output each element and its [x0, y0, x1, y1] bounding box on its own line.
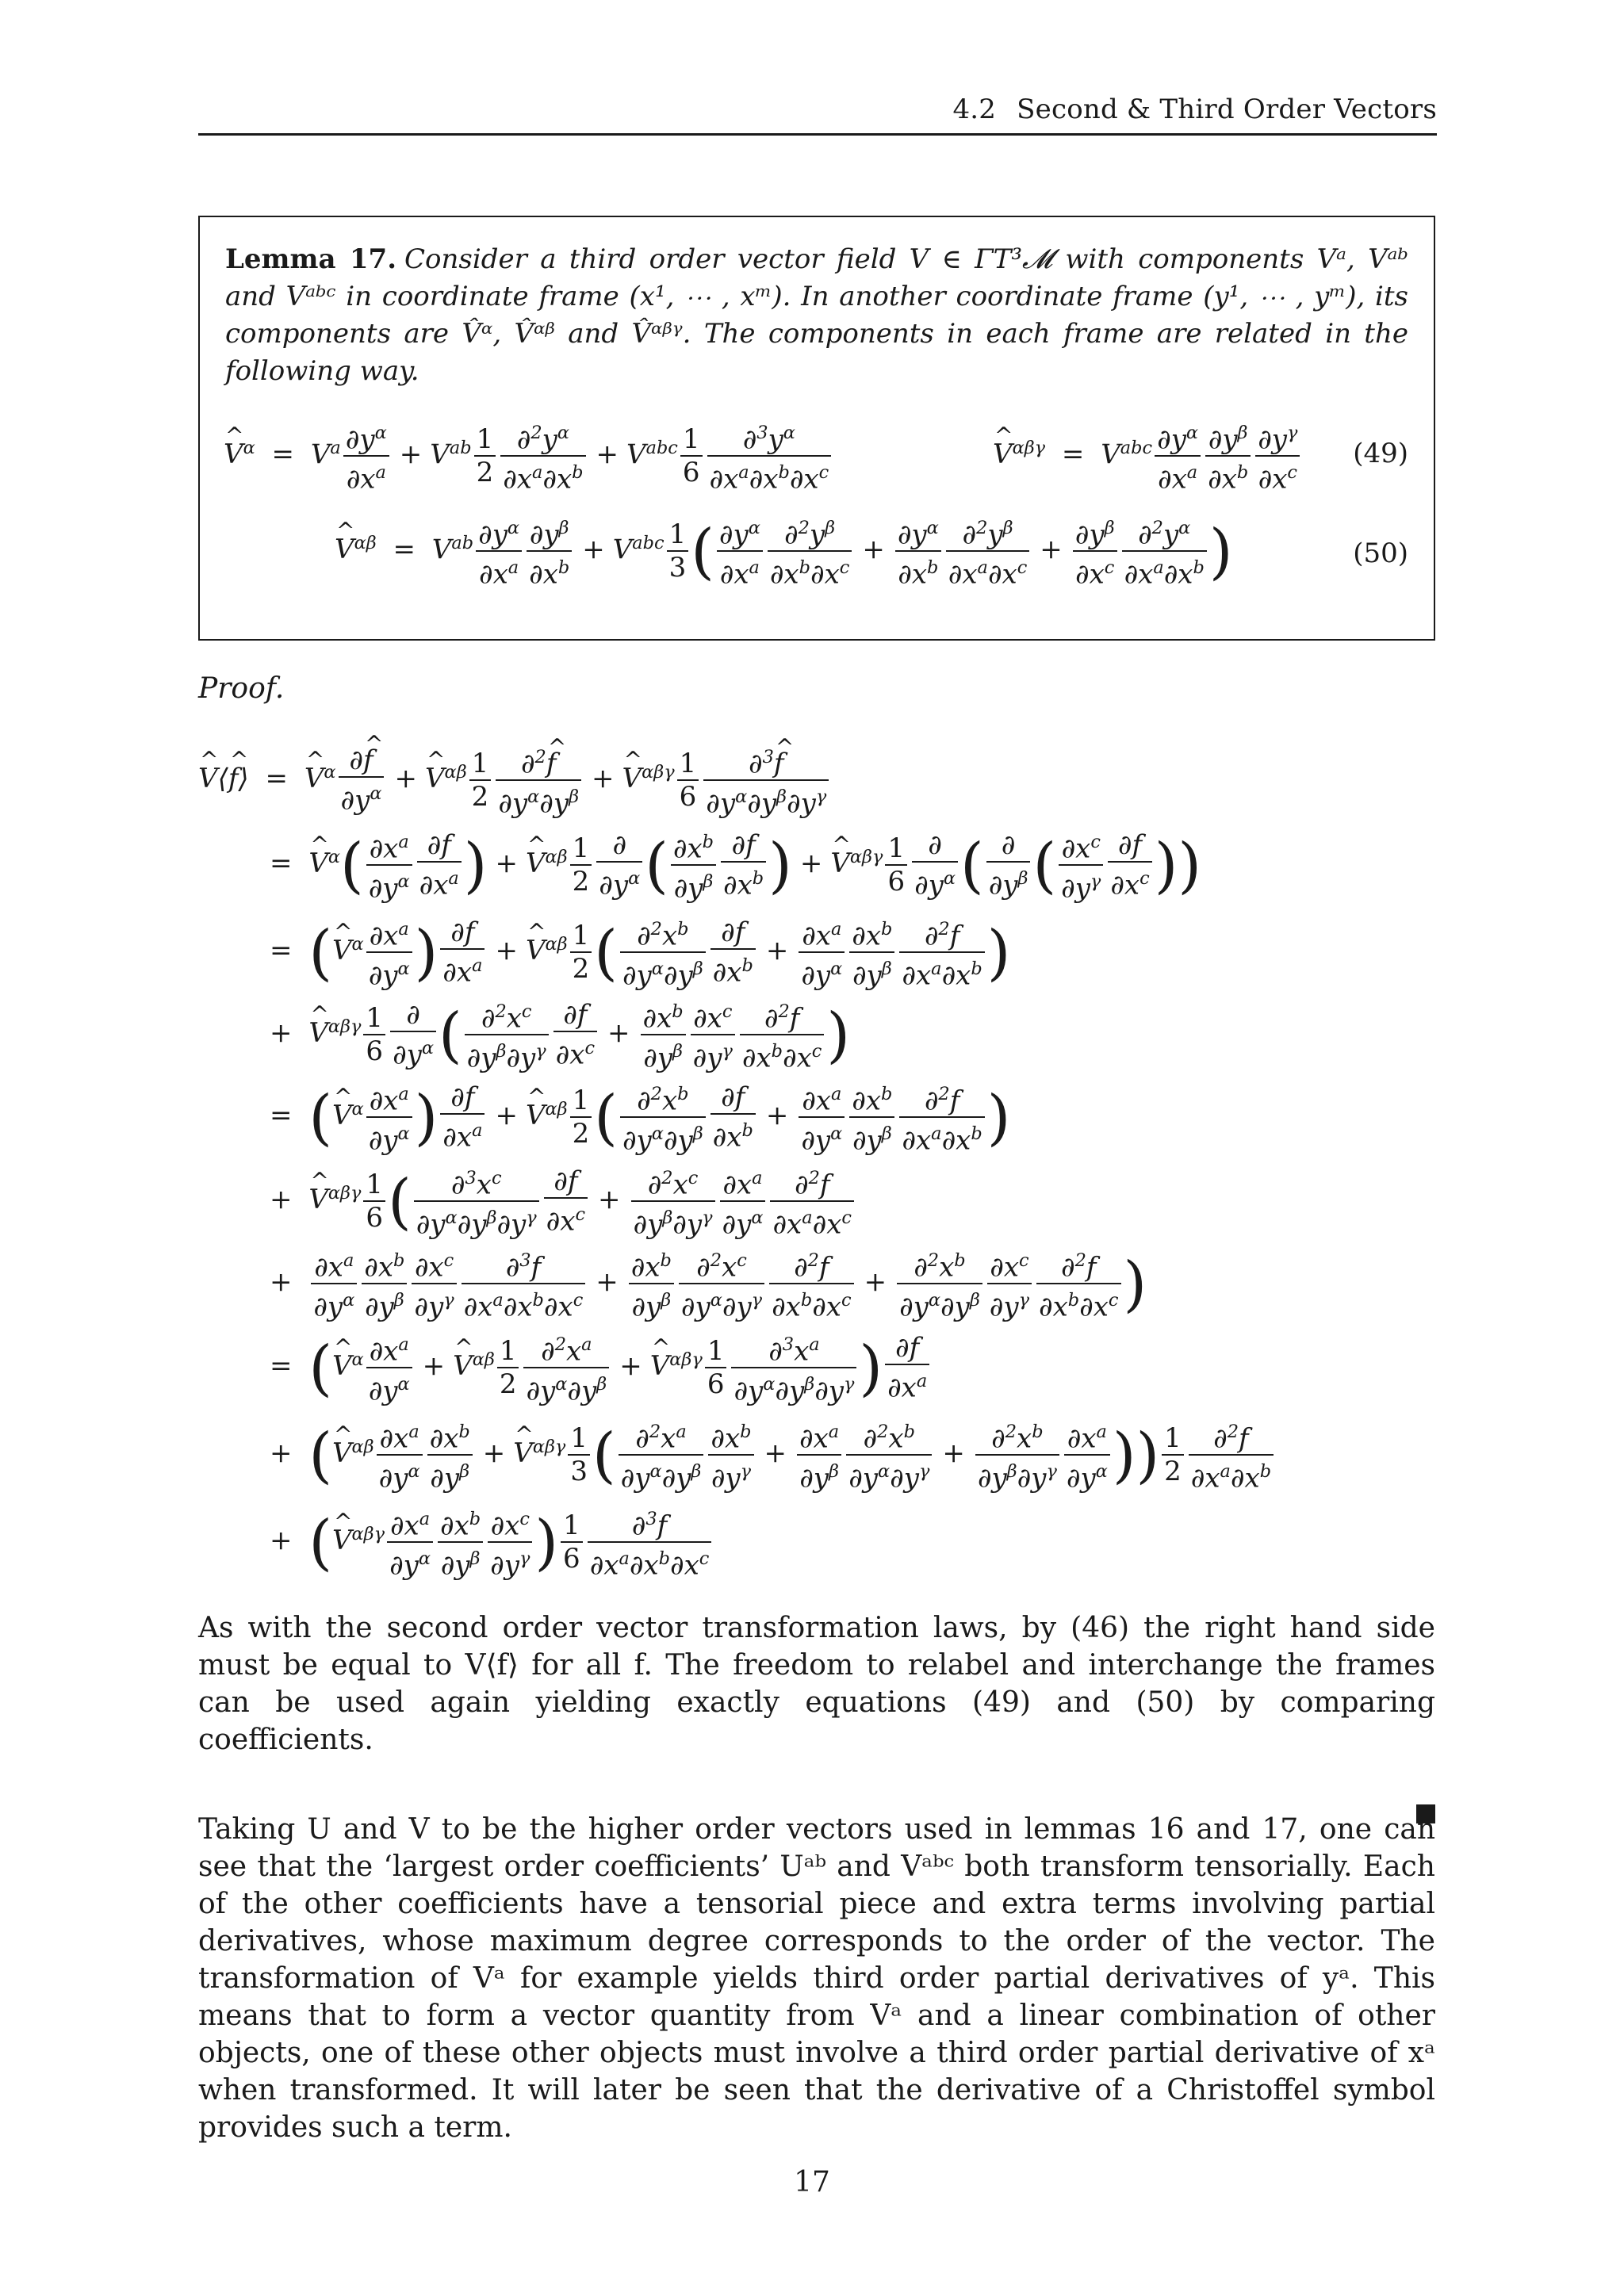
paragraph-after-proof: As with the second order vector transformation laws, by (46) the right hand side must be equal to V⟨f⟩ for all f. The freedom to relabel and interchange the frames can be used again yielding exactly equations (49) and (50) by comparing coefficients.	[198, 1612, 1435, 1756]
section-title: Second & Third Order Vectors	[1017, 94, 1437, 125]
header-rule	[198, 133, 1437, 136]
lemma-box	[198, 216, 1435, 641]
running-header	[952, 94, 1437, 125]
proof-line-2: = ^ $V^\alpha$( $\frac{\partial x^a}{\partial y^\alpha}$ $\frac{\partial f}{\partial x^a}$ ) +^ $V^{\alpha\beta}$ $\frac{1}{2}$ $\frac{\partial}{\partial y^\alpha}$ ( $\frac{\partial x^b}{\partial y^\beta}$ $\frac{\partial f}{\partial x^b}$ ) +^ $V^{\alpha\beta\gamma}$ $\frac{1}{6}$ $\frac{\partial}{\partial y^\alpha}$ ( $\frac{\partial}{\partial y^\beta}$ ( $\frac{\partial x^c}{\partial y^\gamma}$ $\frac{\partial f}{\partial x^c}$ ))	[262, 826, 1201, 905]
proof-line-5: = (^ $V^\alpha$ $\frac{\partial x^a}{\partial y^\alpha}$ ) $\frac{\partial f}{\partial x^a}$ +^ $V^{\alpha\beta}$ $\frac{1}{2}$ ( $\frac{\partial^2x^b}{\partial y^\alpha\partial y^\beta}$ $\frac{\partial f}{\partial x^b}$ + $\frac{\partial x^a}{\partial y^\alpha}$ $\frac{\partial x^b}{\partial y^\beta}$ $\frac{\partial^2f}{\partial x^a\partial x^b}$ )	[262, 1078, 1010, 1157]
equation-50: ^ $V^{\alpha\beta} = V^{ab}$ $\frac{\partial y^\alpha}{\partial x^a}$ $\frac{\partial y^\beta}{\partial x^b}$ + $V^{abc}$ $\frac{1}{3}$ ( $\frac{\partial y^\alpha}{\partial x^a}$ $\frac{\partial^2y^\beta}{\partial x^b\partial x^c}$ + $\frac{\partial y^\alpha}{\partial x^b}$ $\frac{\partial^2y^\beta}{\partial x^a\partial x^c}$ + $\frac{\partial y^\beta}{\partial x^c}$ $\frac{\partial^2y^\alpha}{\partial x^a\partial x^b}$ )	[335, 512, 1233, 591]
lemma-label: Lemma 17.	[225, 243, 397, 275]
page-number: 17	[794, 2166, 830, 2198]
proof-line-4: + ^ $V^{\alpha\beta\gamma}$ $\frac{1}{6}$ $\frac{\partial}{\partial y^\alpha}$ ( $\frac{\partial^2x^c}{\partial y^\beta\partial y^\gamma}$ $\frac{\partial f}{\partial x^c}$ + $\frac{\partial x^b}{\partial y^\beta}$ $\frac{\partial x^c}{\partial y^\gamma}$ $\frac{\partial^2f}{\partial x^b\partial x^c}$ )	[262, 996, 850, 1074]
equation-49-right: ^ $V^{\alpha\beta\gamma} = V^{abc}$ $\frac{\partial y^\alpha}{\partial x^a}$ $\frac{\partial y^\beta}{\partial x^b}$ $\frac{\partial y^\gamma}{\partial x^c}$	[993, 417, 1302, 496]
proof-line-7: + $\frac{\partial x^a}{\partial y^\alpha}$ $\frac{\partial x^b}{\partial y^\beta}$ $\frac{\partial x^c}{\partial y^\gamma}$ $\frac{\partial^3f}{\partial x^a\partial x^b\partial x^c}$ + $\frac{\partial x^b}{\partial y^\beta}$ $\frac{\partial^2x^c}{\partial y^\alpha\partial y^\gamma}$ $\frac{\partial^2f}{\partial x^b\partial x^c}$ + $\frac{\partial^2x^b}{\partial y^\alpha\partial y^\beta}$ $\frac{\partial x^c}{\partial y^\gamma}$ $\frac{\partial^2f}{\partial x^b\partial x^c}$ )	[270, 1248, 1147, 1323]
equation-49-number: (49)	[1353, 438, 1408, 469]
section-number: 4.2	[952, 94, 997, 125]
proof-line-10: + (^ $V^{\alpha\beta\gamma}$ $\frac{\partial x^a}{\partial y^\alpha}$ $\frac{\partial x^b}{\partial y^\beta}$ $\frac{\partial x^c}{\partial y^\gamma}$ ) $\frac{1}{6}$ $\frac{\partial^3f}{\partial x^a\partial x^b\partial x^c}$	[262, 1503, 714, 1582]
equation-49-left: ^ $V^\alpha = V^a$ $\frac{\partial y^\alpha}{\partial x^a}$ + $V^{ab}$ $\frac{1}{2}$ $\frac{\partial^2y^\alpha}{\partial x^a\partial x^b}$ + $V^{abc}$ $\frac{1}{6}$ $\frac{\partial^3y^\alpha}{\partial x^a\partial x^b\partial x^c}$	[224, 417, 833, 496]
proof-label: Proof.	[198, 672, 285, 705]
lemma-statement	[225, 241, 1408, 390]
proof-line-3: = (^ $V^\alpha$ $\frac{\partial x^a}{\partial y^\alpha}$ ) $\frac{\partial f}{\partial x^a}$ +^ $V^{\alpha\beta}$ $\frac{1}{2}$ ( $\frac{\partial^2x^b}{\partial y^\alpha\partial y^\beta}$ $\frac{\partial f}{\partial x^b}$ + $\frac{\partial x^a}{\partial y^\alpha}$ $\frac{\partial x^b}{\partial y^\beta}$ $\frac{\partial^2f}{\partial x^a\partial x^b}$ )	[262, 913, 1010, 992]
paragraph-discussion: Taking U and V to be the higher order vectors used in lemmas 16 and 17, one can see that the ‘largest order coefficients’ Uᵃᵇ and Vᵃᵇᶜ both transform tensorially. Each of the other coefficients have a tensorial piece and extra terms involving partial derivatives, whose maximum degree corresponds to the order of the vector. The transformation of Vᵃ for example yields third order partial derivatives of yᵃ. This means that to form a vector quantity from Vᵃ and a linear combination of other objects, one of these other objects must involve a third order partial derivative of xᵃ when transformed. It will later be seen that the derivative of a Christoffel symbol provides such a term.	[198, 1813, 1435, 2144]
lemma-body: Consider a third order vector field V ∈ ΓT³𝓜 with components Vᵃ, Vᵃᵇ and Vᵃᵇᶜ in coordinate frame (x¹, ⋯ , xᵐ). In another coordinate frame (y¹, ⋯ , yᵐ), its components are V̂ᵅ, V̂ᵅᵝ and V̂ᵅᵝᵞ. The components in each frame are related in the following way.	[225, 243, 1409, 387]
proof-line-1: ^ V⟨^ f⟩ = ^ $V^\alpha$ $\frac{\partial\^{} f}{\partial y^\alpha}$ +^ $V^{\alpha\beta}$ $\frac{1}{2}$ $\frac{\partial^2\^{} f}{\partial y^\alpha\partial y^\beta}$ +^ $V^{\alpha\beta\gamma}$ $\frac{1}{6}$ $\frac{\partial^3\^{} f}{\partial y^\alpha\partial y^\beta\partial y^\gamma}$	[198, 741, 831, 820]
proof-line-8: = (^ $V^\alpha$ $\frac{\partial x^a}{\partial y^\alpha}$ +^ $V^{\alpha\beta}$ $\frac{1}{2}$ $\frac{\partial^2x^a}{\partial y^\alpha\partial y^\beta}$ +^ $V^{\alpha\beta\gamma}$ $\frac{1}{6}$ $\frac{\partial^3x^a}{\partial y^\alpha\partial y^\beta\partial y^\gamma}$ ) $\frac{\partial f}{\partial x^a}$	[262, 1329, 932, 1407]
proof-line-9: + (^ $V^{\alpha\beta}$ $\frac{\partial x^a}{\partial y^\alpha}$ $\frac{\partial x^b}{\partial y^\beta}$ +^ $V^{\alpha\beta\gamma}$ $\frac{1}{3}$ ( $\frac{\partial^2x^a}{\partial y^\alpha\partial y^\beta}$ $\frac{\partial x^b}{\partial y^\gamma}$ + $\frac{\partial x^a}{\partial y^\beta}$ $\frac{\partial^2x^b}{\partial y^\alpha\partial y^\gamma}$ + $\frac{\partial^2x^b}{\partial y^\beta\partial y^\gamma}$ $\frac{\partial x^a}{\partial y^\alpha}$ )) $\frac{1}{2}$ $\frac{\partial^2f}{\partial x^a\partial x^b}$	[262, 1416, 1276, 1494]
equation-50-number: (50)	[1353, 538, 1408, 569]
proof-line-6: + ^ $V^{\alpha\beta\gamma}$ $\frac{1}{6}$ ( $\frac{\partial^3x^c}{\partial y^\alpha\partial y^\beta\partial y^\gamma}$ $\frac{\partial f}{\partial x^c}$ + $\frac{\partial^2x^c}{\partial y^\beta\partial y^\gamma}$ $\frac{\partial x^a}{\partial y^\alpha}$ $\frac{\partial^2f}{\partial x^a\partial x^c}$	[262, 1162, 856, 1241]
